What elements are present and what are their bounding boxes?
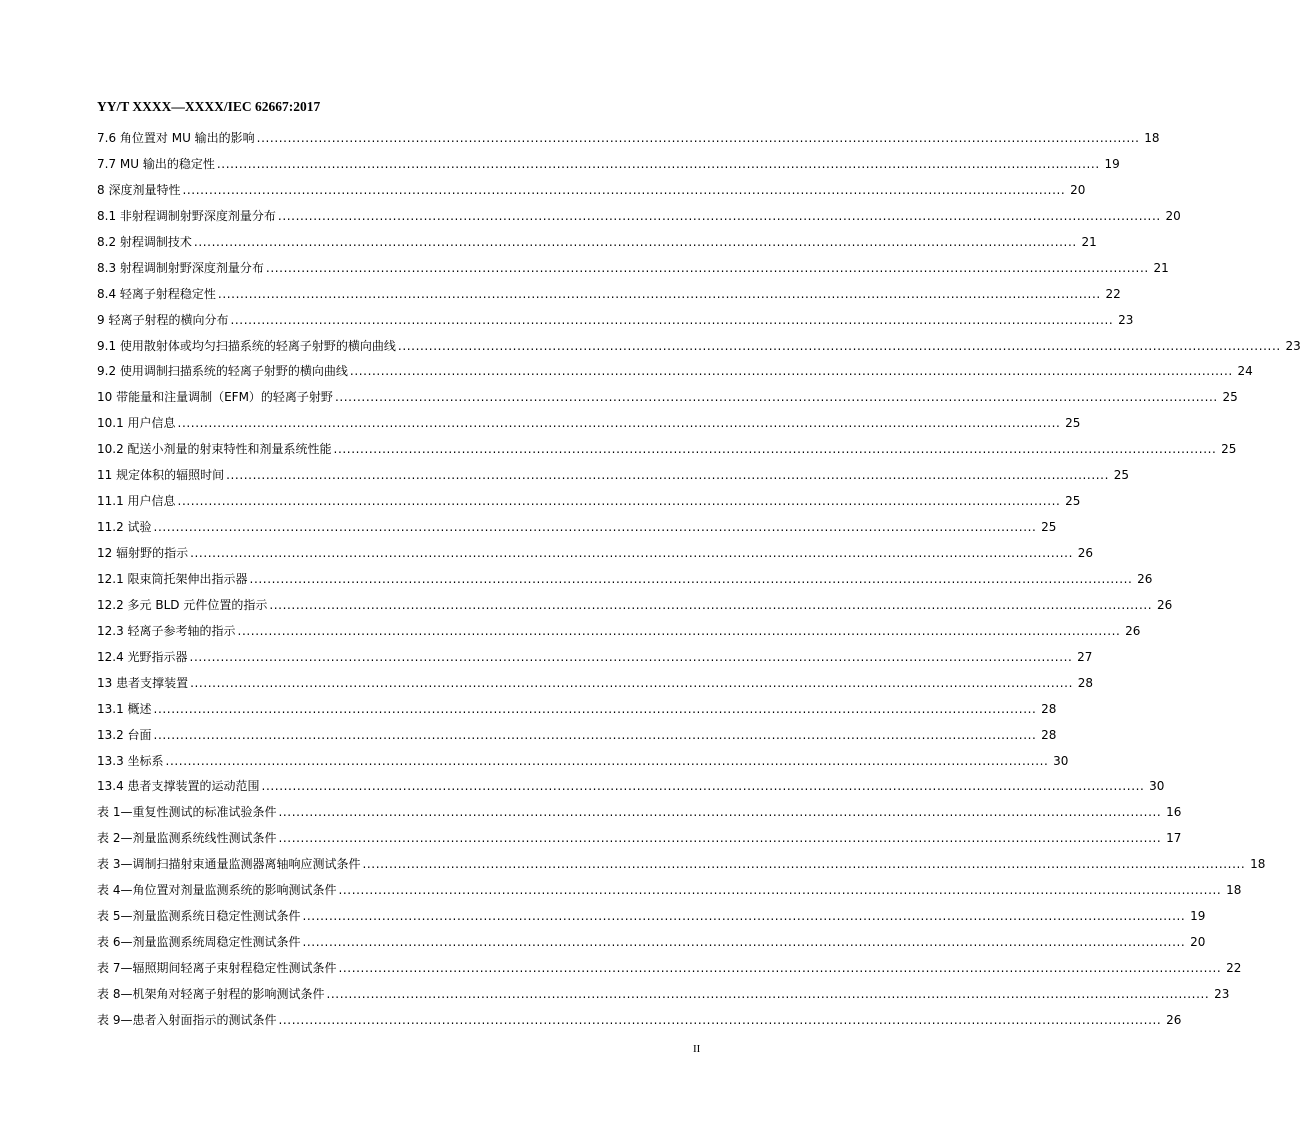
- toc-entry-page: 19: [1190, 909, 1206, 924]
- toc-entry-page: 28: [1077, 675, 1093, 690]
- toc-entry[interactable]: [97, 207, 1181, 233]
- toc-entry-page: 27: [1077, 649, 1093, 664]
- toc-entry-title: 13.4 患者支撑装置的运动范围: [97, 779, 260, 794]
- toc-entry-title: 8 深度剂量特性: [97, 182, 181, 197]
- toc-entry-page: 25: [1065, 494, 1081, 509]
- toc-entry-title: 12.2 多元 BLD 元件位置的指示: [97, 597, 268, 612]
- toc-dot-leader: ........................................................................................................................................................................................................: [190, 546, 1073, 560]
- toc-entry-title: 12.1 限束筒托架伸出指示器: [97, 571, 248, 586]
- toc-entry-page: 28: [1041, 727, 1057, 742]
- toc-entry[interactable]: [97, 155, 1120, 181]
- toc-entry-title: 表 4—角位置对剂量监测系统的影响测试条件: [97, 883, 337, 898]
- toc-entry-page: 25: [1113, 468, 1129, 483]
- toc-dot-leader: ........................................................................................................................................................................................................: [278, 831, 1162, 846]
- toc-entry[interactable]: [97, 959, 1242, 985]
- toc-entry-title: 12 辐射野的指示: [97, 546, 189, 560]
- toc-dot-leader: ........................................................................................................................................................................................................: [338, 961, 1222, 975]
- toc-entry-page: 21: [1081, 234, 1097, 249]
- toc-entry-page: 26: [1166, 1012, 1182, 1027]
- toc-entry[interactable]: [97, 181, 1086, 207]
- toc-entry-page: 25: [1221, 442, 1237, 457]
- toc-dot-leader: ........................................................................................................................................................................................................: [193, 234, 1077, 249]
- toc-entry-title: 13.2 台面: [97, 727, 152, 742]
- toc-entry[interactable]: [97, 570, 1153, 596]
- toc-dot-leader: ........................................................................................................................................................................................................: [237, 623, 1121, 638]
- toc-entry-title: 10 带能量和注量调制（EFM）的轻离子射野: [97, 390, 333, 405]
- toc-entry[interactable]: [97, 700, 1057, 726]
- toc-entry-title: 13 患者支撑装置: [97, 675, 189, 690]
- toc-entry-title: 8.4 轻离子射程稳定性: [97, 286, 216, 301]
- toc-entry-title: 表 6—剂量监测系统周稳定性测试条件: [97, 935, 301, 950]
- toc-entry[interactable]: [97, 596, 1173, 622]
- toc-entry-title: 9 轻离子射程的横向分布: [97, 312, 229, 327]
- toc-entry-page: 26: [1156, 597, 1173, 612]
- toc-entry[interactable]: [97, 414, 1081, 440]
- toc-entry[interactable]: [97, 803, 1182, 829]
- toc-entry-page: 26: [1137, 571, 1153, 586]
- toc-entry-page: 18: [1144, 131, 1160, 145]
- toc-dot-leader: ........................................................................................................................................................................................................: [177, 494, 1061, 509]
- toc-dot-leader: ........................................................................................................................................................................................................: [338, 883, 1222, 898]
- toc-dot-leader: ........................................................................................................................................................................................................: [256, 131, 1140, 145]
- toc-entry-page: 18: [1250, 857, 1266, 872]
- toc-entry-page: 23: [1285, 338, 1301, 353]
- toc-entry-title: 10.1 用户信息: [97, 416, 176, 431]
- toc-entry-page: 20: [1165, 208, 1181, 223]
- toc-entry-page: 18: [1226, 883, 1242, 898]
- toc-dot-leader: ........................................................................................................................................................................................................: [182, 182, 1066, 197]
- toc-entry[interactable]: [97, 829, 1182, 855]
- toc-entry-page: 28: [1041, 701, 1057, 716]
- toc-entry[interactable]: [97, 233, 1097, 259]
- toc-dot-leader: ........................................................................................................................................................................................................: [216, 156, 1100, 171]
- toc-entry-title: 7.7 MU 输出的稳定性: [97, 156, 215, 171]
- toc-entry-page: 30: [1053, 753, 1069, 768]
- toc-entry-title: 11 规定体积的辐照时间: [97, 468, 225, 483]
- toc-entry[interactable]: [97, 362, 1253, 388]
- toc-entry-title: 表 5—剂量监测系统日稳定性测试条件: [97, 909, 301, 924]
- toc-dot-leader: ........................................................................................................................................................................................................: [261, 779, 1145, 794]
- toc-entry-title: 表 2—剂量监测系统线性测试条件: [97, 831, 277, 846]
- toc-entry-title: 11.2 试验: [97, 520, 152, 535]
- toc-entry[interactable]: [97, 777, 1165, 803]
- toc-dot-leader: ........................................................................................................................................................................................................: [278, 1012, 1162, 1027]
- toc-entry[interactable]: [97, 259, 1169, 285]
- table-of-contents: [97, 129, 1301, 1037]
- toc-entry-page: 22: [1105, 286, 1121, 301]
- toc-entry[interactable]: [97, 466, 1129, 492]
- toc-entry-page: 16: [1166, 805, 1182, 820]
- toc-dot-leader: ........................................................................................................................................................................................................: [333, 442, 1217, 457]
- toc-dot-leader: ........................................................................................................................................................................................................: [269, 597, 1153, 612]
- toc-entry[interactable]: [97, 518, 1057, 544]
- toc-entry-page: 26: [1125, 623, 1141, 638]
- toc-dot-leader: ........................................................................................................................................................................................................: [278, 805, 1162, 820]
- toc-entry-page: 24: [1237, 364, 1253, 379]
- toc-entry[interactable]: [97, 1011, 1182, 1037]
- toc-entry-title: 13.1 概述: [97, 701, 152, 716]
- toc-entry-page: 20: [1190, 935, 1206, 950]
- toc-entry[interactable]: [97, 985, 1230, 1011]
- toc-entry[interactable]: [97, 648, 1093, 674]
- toc-entry[interactable]: [97, 855, 1266, 881]
- toc-entry-title: 9.2 使用调制扫描系统的轻离子射野的横向曲线: [97, 364, 348, 379]
- toc-entry[interactable]: [97, 311, 1134, 337]
- toc-entry-title: 8.3 射程调制射野深度剂量分布: [97, 260, 264, 275]
- page-number: II: [693, 1043, 701, 1055]
- toc-entry[interactable]: [97, 933, 1206, 959]
- toc-entry-title: 8.2 射程调制技术: [97, 234, 192, 249]
- toc-entry[interactable]: [97, 674, 1093, 700]
- toc-entry[interactable]: [97, 544, 1093, 570]
- toc-dot-leader: ........................................................................................................................................................................................................: [249, 571, 1133, 586]
- toc-dot-leader: ........................................................................................................................................................................................................: [277, 208, 1161, 223]
- toc-dot-leader: ........................................................................................................................................................................................................: [226, 468, 1109, 483]
- toc-entry[interactable]: [97, 285, 1121, 311]
- toc-dot-leader: ........................................................................................................................................................................................................: [153, 727, 1037, 742]
- toc-entry-page: 22: [1226, 961, 1242, 975]
- toc-entry-page: 26: [1077, 546, 1093, 560]
- toc-entry[interactable]: [97, 907, 1206, 933]
- toc-dot-leader: ........................................................................................................................................................................................................: [265, 260, 1149, 275]
- toc-entry[interactable]: [97, 752, 1069, 778]
- toc-dot-leader: ........................................................................................................................................................................................................: [230, 312, 1114, 327]
- toc-entry[interactable]: [97, 726, 1057, 752]
- toc-entry-page: 25: [1222, 390, 1238, 405]
- toc-dot-leader: ........................................................................................................................................................................................................: [397, 338, 1281, 353]
- toc-entry-title: 12.3 轻离子参考轴的指示: [97, 623, 236, 638]
- toc-entry-title: 13.3 坐标系: [97, 753, 164, 768]
- toc-entry-page: 23: [1118, 312, 1134, 327]
- toc-entry-title: 12.4 光野指示器: [97, 649, 188, 664]
- toc-entry-title: 10.2 配送小剂量的射束特性和剂量系统性能: [97, 442, 332, 457]
- toc-entry-title: 表 8—机架角对轻离子射程的影响测试条件: [97, 986, 325, 1001]
- standard-number-header: YY/T XXXX—XXXX/IEC 62667:2017: [97, 99, 321, 114]
- toc-entry[interactable]: [97, 129, 1160, 155]
- toc-dot-leader: ........................................................................................................................................................................................................: [153, 520, 1037, 535]
- toc-entry-title: 7.6 角位置对 MU 输出的影响: [97, 131, 255, 145]
- toc-dot-leader: ........................................................................................................................................................................................................: [153, 701, 1037, 716]
- toc-entry[interactable]: [97, 881, 1242, 907]
- toc-entry[interactable]: [97, 337, 1301, 363]
- toc-entry-page: 21: [1153, 260, 1169, 275]
- toc-entry-title: 表 3—调制扫描射束通量监测器离轴响应测试条件: [97, 857, 361, 872]
- toc-entry-page: 20: [1070, 182, 1086, 197]
- toc-dot-leader: ........................................................................................................................................................................................................: [190, 675, 1073, 690]
- toc-dot-leader: ........................................................................................................................................................................................................: [349, 364, 1233, 379]
- toc-dot-leader: ........................................................................................................................................................................................................: [302, 935, 1186, 950]
- toc-dot-leader: ........................................................................................................................................................................................................: [217, 286, 1101, 301]
- toc-entry-page: 25: [1065, 416, 1081, 431]
- toc-entry-title: 表 1—重复性测试的标准试验条件: [97, 805, 277, 820]
- toc-entry-page: 23: [1214, 986, 1230, 1001]
- toc-dot-leader: ........................................................................................................................................................................................................: [177, 416, 1061, 431]
- toc-dot-leader: ........................................................................................................................................................................................................: [334, 390, 1218, 405]
- toc-entry-page: 25: [1041, 520, 1057, 535]
- toc-entry[interactable]: [97, 440, 1237, 466]
- toc-entry[interactable]: [97, 622, 1141, 648]
- toc-dot-leader: ........................................................................................................................................................................................................: [362, 857, 1246, 872]
- toc-entry-page: 30: [1149, 779, 1165, 794]
- toc-dot-leader: ........................................................................................................................................................................................................: [326, 986, 1210, 1001]
- toc-entry-title: 表 7—辐照期间轻离子束射程稳定性测试条件: [97, 961, 337, 975]
- toc-entry-title: 8.1 非射程调制射野深度剂量分布: [97, 208, 276, 223]
- toc-entry-title: 9.1 使用散射体或均匀扫描系统的轻离子射野的横向曲线: [97, 338, 396, 353]
- toc-entry-title: 11.1 用户信息: [97, 494, 176, 509]
- toc-entry-page: 19: [1104, 156, 1120, 171]
- toc-entry-page: 17: [1166, 831, 1182, 846]
- toc-entry-title: 表 9—患者入射面指示的测试条件: [97, 1012, 277, 1027]
- toc-dot-leader: ........................................................................................................................................................................................................: [302, 909, 1186, 924]
- toc-dot-leader: ........................................................................................................................................................................................................: [165, 753, 1049, 768]
- toc-entry[interactable]: [97, 492, 1081, 518]
- toc-dot-leader: ........................................................................................................................................................................................................: [189, 649, 1073, 664]
- toc-entry[interactable]: [97, 388, 1238, 414]
